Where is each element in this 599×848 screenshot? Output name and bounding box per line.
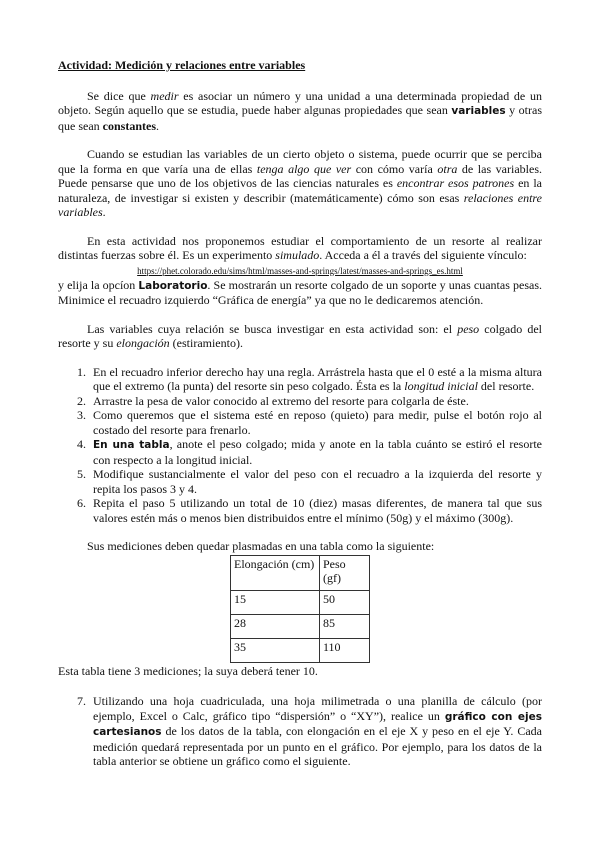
list-item [58, 496, 542, 525]
emphasis-phrase: tenga algo que ver [256, 161, 352, 176]
text-run: es asociar un número y una unidad a una determinada propiedad de un objeto. Según aquello que se estudia, puede haber algunas propiedades que sean [58, 88, 542, 117]
text-run: del resorte. [477, 379, 535, 393]
paragraph-laboratorio [58, 278, 542, 308]
text-run: . Acceda a él a través del siguiente vínculo: [319, 248, 527, 262]
simulation-link[interactable]: https://phet.colorado.edu/sims/html/masses-and-springs/latest/masses-and-springs_es.html [137, 265, 463, 276]
term-en-una-tabla: En una tabla [93, 439, 170, 451]
term-laboratorio: Laboratorio [138, 279, 208, 292]
text-run: . [156, 118, 159, 133]
text-run: (estiramiento). [169, 336, 243, 350]
text-run: En el recuadro inferior derecho hay una regla. Arrástrela hasta que el 0 esté a la misma altura que el extremo (la punta) del resorte sin peso colgado. Ésta es la [93, 364, 542, 393]
term-grafico-ejes: gráfico con ejes cartesianos [93, 710, 542, 738]
text-run: colgado del resorte y su [58, 321, 542, 350]
emphasis-peso: peso [457, 321, 480, 336]
text-run: Como queremos que el sistema esté en reposo (quieto) para medir, pulse el botón rojo al costado del resorte para frenarlo. [93, 408, 542, 437]
text-run: . Se mostrarán un resorte colgado de un soporte y unas cuantas pesas. Minimice el recuadro izquierdo “Gráfica de energía” ya que no le dedicaremos atención. [58, 277, 542, 307]
header-peso: Peso (gf) [320, 555, 370, 590]
cell-elongacion: 15 [231, 590, 320, 614]
list-number: 6. [77, 496, 86, 510]
emphasis-relaciones: relaciones entre variables [58, 190, 542, 219]
text-run: , anote el peso colgado; mida y anote en la tabla cuánto se estiró el resorte con respecto a la longitud inicial. [93, 437, 542, 467]
paragraph-variables [58, 322, 542, 351]
cell-elongacion: 35 [231, 638, 320, 662]
emphasis-medir: medir [150, 88, 179, 103]
header-elongacion: Elongación (cm) [231, 555, 320, 590]
text-run: de las variables. Puede pensarse que uno de los objetivos de las ciencias naturales es [58, 161, 542, 190]
text-run: Utilizando una hoja cuadriculada, una hoja milimetrada o una planilla de cálculo (por ejemplo, Excel o Calc, gráfico tipo “dispersión” o “XY”), realice un [93, 694, 542, 723]
paragraph-experimento [58, 234, 542, 263]
paragraph-relaciones [58, 147, 542, 220]
text-run: Se dice que [87, 88, 151, 103]
list-item [58, 394, 542, 409]
list-number: 5. [77, 467, 86, 481]
list-item [58, 694, 542, 769]
term-variables: variables [451, 105, 506, 117]
list-item [58, 408, 542, 437]
text-run: Repita el paso 5 utilizando un total de 10 (diez) masas diferentes, de manera tal que sus valores estén más o menos bien distribuidos entre el mínimo (50g) y el máximo (300g). [93, 496, 542, 525]
cell-peso: 110 [320, 638, 370, 662]
list-item [58, 365, 542, 394]
list-number: 4. [77, 437, 86, 451]
list-number: 3. [77, 408, 86, 422]
text-run: en la naturaleza, de investigar si existen y describir (matemáticamente) cómo son esas [58, 176, 542, 205]
text-run: con cómo varía [351, 161, 438, 176]
steps-list [58, 365, 542, 526]
list-number: 1. [77, 364, 86, 379]
emphasis-elongacion: elongación [116, 336, 170, 350]
emphasis-patrones: encontrar esos patrones [396, 176, 515, 190]
table-row [231, 590, 370, 614]
text-run: y otras que sean [58, 103, 542, 133]
emphasis-longitud-inicial: longitud inicial [404, 379, 478, 393]
emphasis-otra: otra [437, 161, 458, 176]
table-note: Esta tabla tiene 3 mediciones; la suya deberá tener 10. [58, 663, 318, 678]
steps-list-continued [58, 694, 542, 769]
paragraph-medir [58, 89, 542, 134]
term-constantes: constantes [102, 118, 156, 133]
text-run: Arrastre la pesa de valor conocido al extremo del resorte para colgarla de éste. [93, 393, 469, 408]
text-run: Las variables cuya relación se busca investigar en esta actividad son: el [87, 321, 458, 336]
list-item [58, 437, 542, 467]
text-run: En esta actividad nos proponemos estudiar el comportamiento de un resorte al realizar distintas fuerzas sobre él. Es un experimento [58, 233, 542, 262]
list-number: 2. [77, 393, 86, 408]
text-run: Modifique sustancialmente el valor del peso con el recuadro a la izquierda del resorte y repita los pasos 3 y 4. [93, 467, 542, 496]
text-run: de los datos de la tabla, con elongación en el eje X y peso en el eje Y. Cada medición quedará representada por un punto en el gráfico. Por ejemplo, para los datos de la tabla anterior se obtiene un gráfico como el siguiente. [93, 724, 542, 768]
emphasis-simulado: simulado [275, 248, 320, 262]
cell-elongacion: 28 [231, 614, 320, 638]
table-row [231, 614, 370, 638]
measurements-table [230, 555, 370, 663]
text-run: y elija la opcíon [58, 277, 139, 292]
cell-peso: 85 [320, 614, 370, 638]
table-intro: Sus mediciones deben quedar plasmadas en una tabla como la siguiente: [87, 539, 435, 553]
document-page [58, 58, 542, 769]
text-run: Cuando se estudian las variables de un cierto objeto o sistema, puede ocurrir que se perciba que la forma en que varía una de ellas [58, 147, 542, 176]
table-header-row [231, 555, 370, 590]
list-number: 7. [77, 694, 86, 708]
text-run: . [102, 205, 106, 219]
document-title: Actividad: Medición y relaciones entre variables [58, 58, 306, 72]
list-item [58, 467, 542, 496]
table-row [231, 638, 370, 662]
cell-peso: 50 [320, 590, 370, 614]
